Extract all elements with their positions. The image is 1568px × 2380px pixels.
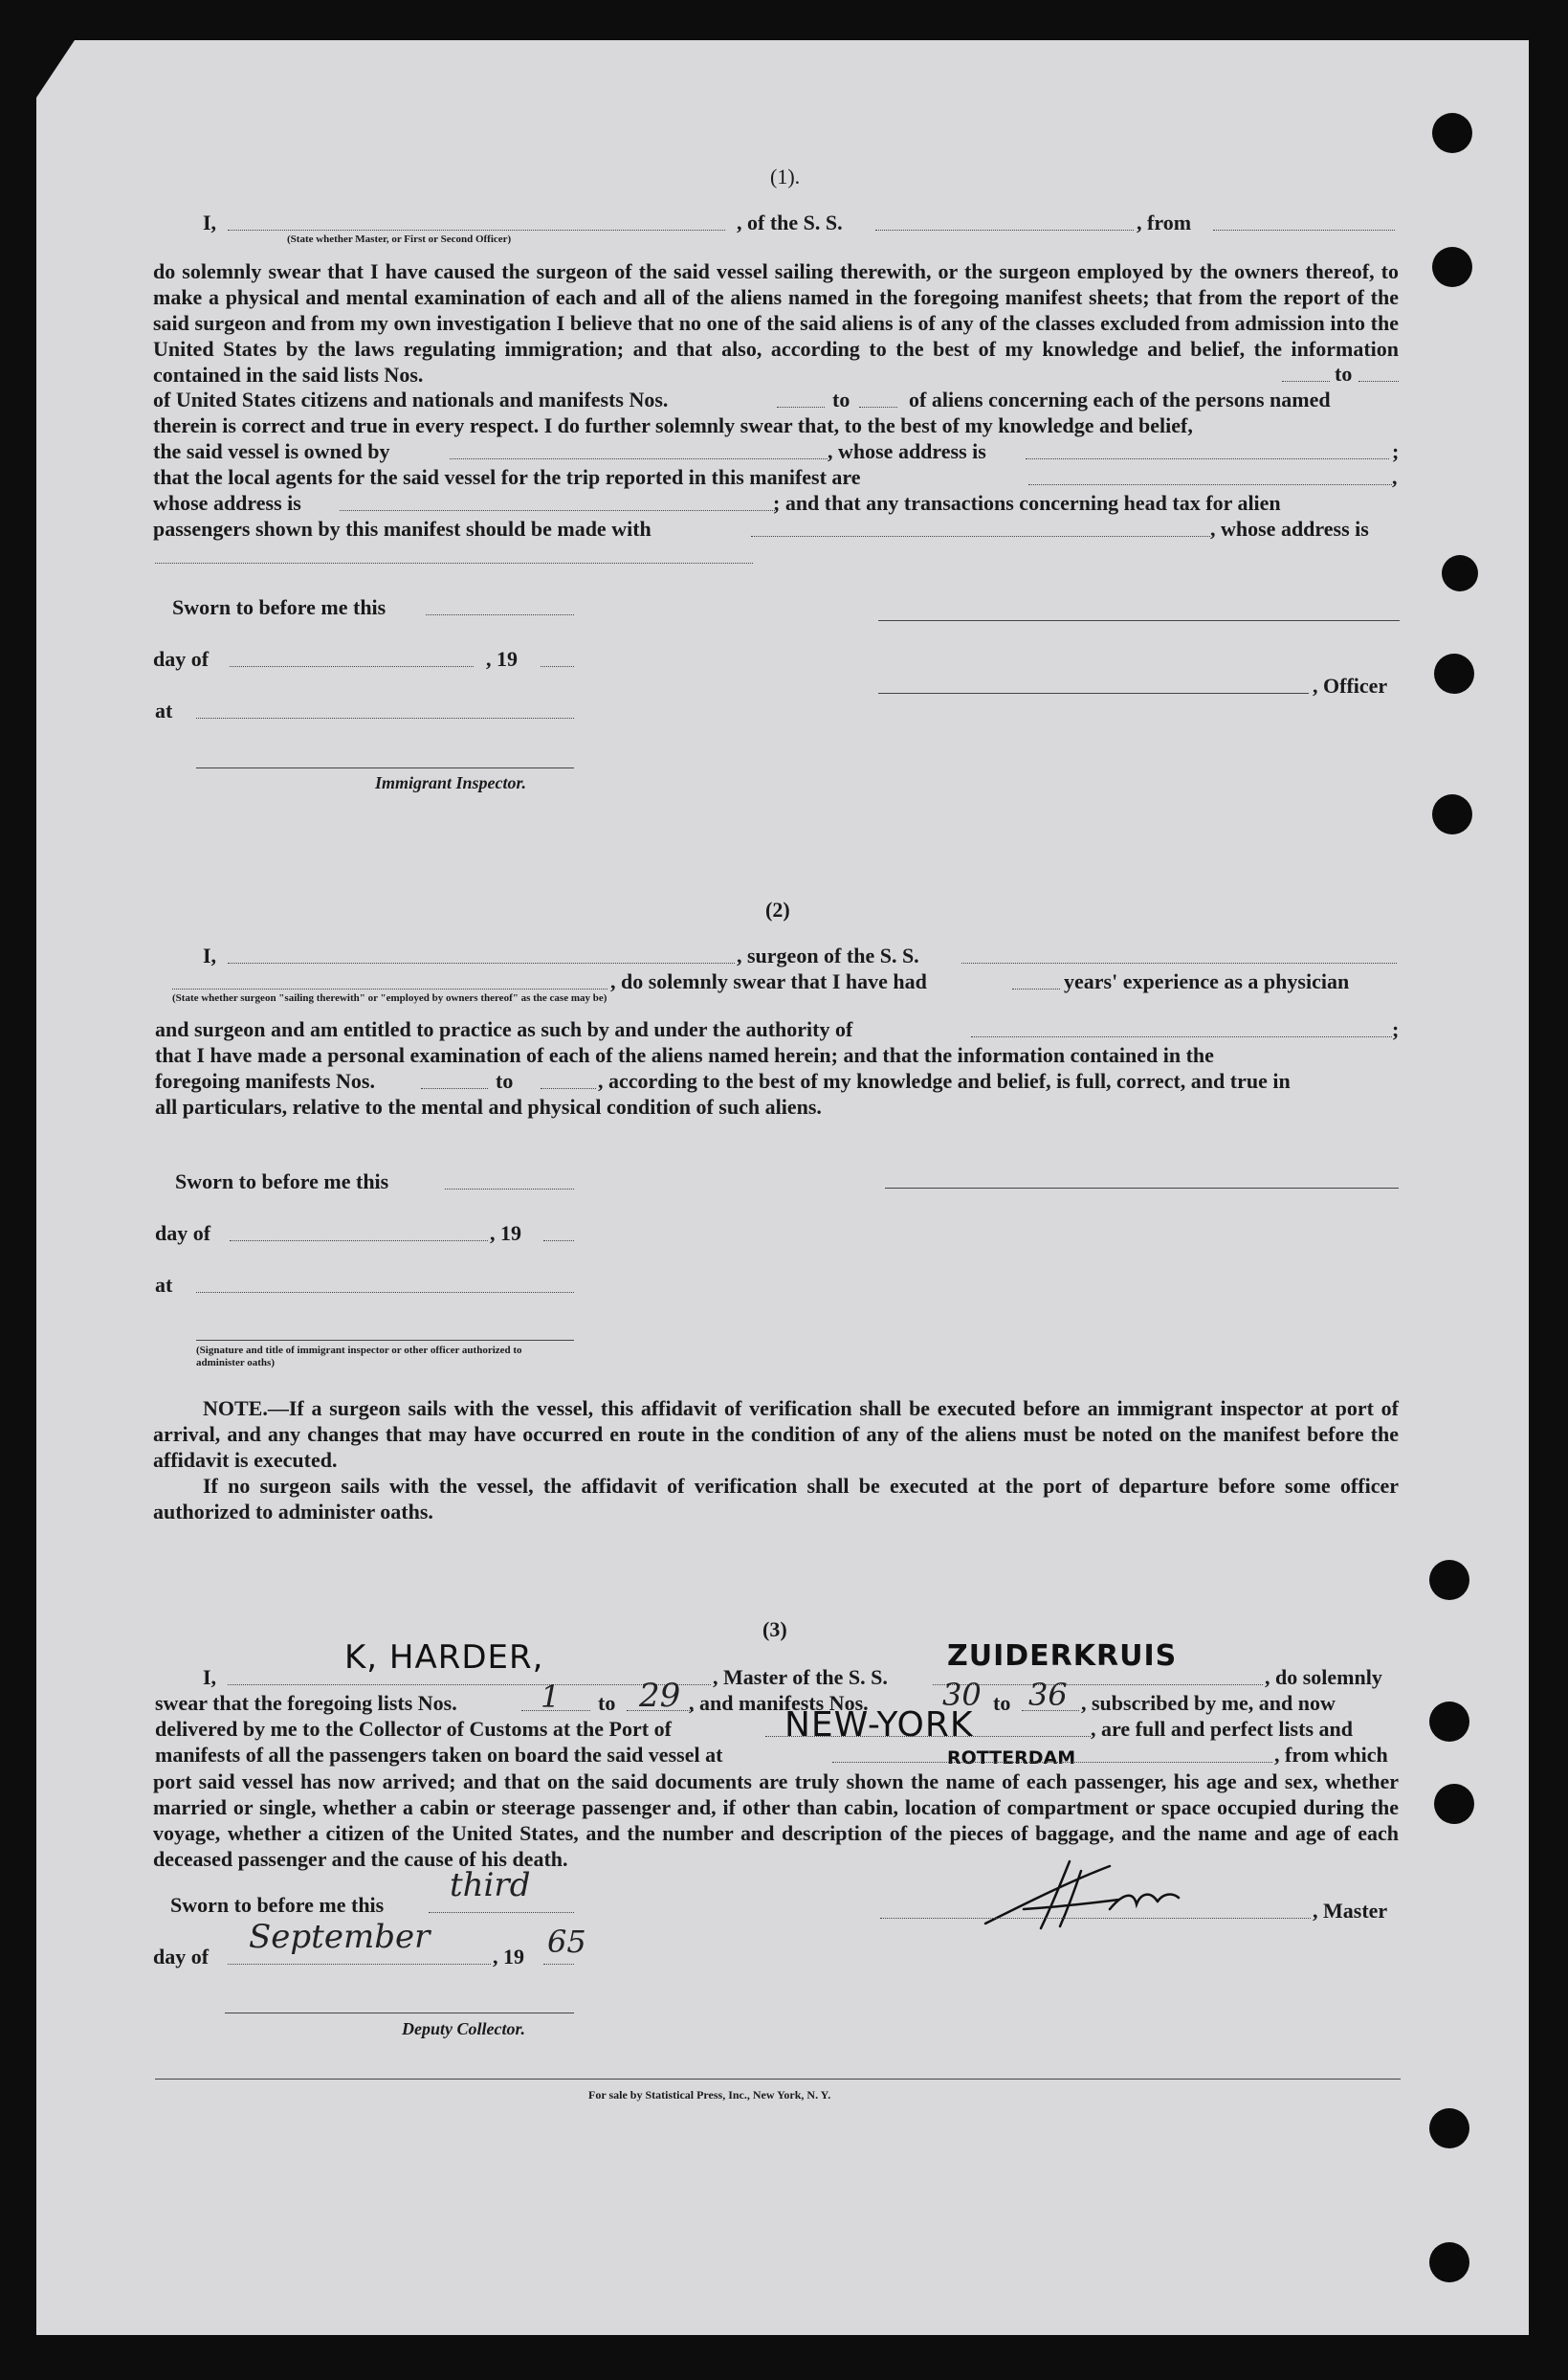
punch-hole <box>1434 1784 1474 1824</box>
master-of-label: , Master of the S. S. <box>713 1665 888 1689</box>
vessel-name-field[interactable] <box>875 230 1134 231</box>
list-to-field[interactable] <box>1358 381 1399 382</box>
years-label: years' experience as a physician <box>1064 969 1350 993</box>
section-number: (3) <box>762 1617 787 1641</box>
master-signature <box>966 1852 1186 1938</box>
note-text: NOTE.—If a surgeon sails with the vessel, this affidavit of verification shall be executed before an immigrant inspector at port of arrival, and any changes that may have occurred en route in the condition of any of the aliens must be noted on the manifest before the affidavit is executed. <box>153 1396 1399 1472</box>
list-from-field[interactable] <box>521 1710 590 1711</box>
oath-pronoun: I, <box>203 211 217 234</box>
and-manifests-label: , and manifests Nos. <box>689 1691 869 1715</box>
do-solemnly-label: , do solemnly <box>1265 1665 1382 1689</box>
section1-oath-text: do solemnly swear that I have caused the surgeon of the said vessel sailing therewith, or the surgeon employed by the owners thereof, to make a physical and mental examination of each and all of the aliens named in the foregoing manifest sheets; that from the report of the said surgeon and from my own investigation I believe that no one of the said aliens is of any of the classes excluded from admission into the United States by the laws regulating immigration; and that also, according to the best of my knowledge and belief, the information contained in the said lists Nos. <box>153 259 1399 387</box>
arrival-port-field[interactable] <box>765 1736 1091 1737</box>
master-name: K, HARDER, <box>344 1638 544 1677</box>
at-label: at <box>155 1273 173 1297</box>
aliens-label: of aliens concerning each of the persons named <box>909 388 1331 411</box>
section1-text-2: therein is correct and true in every respect. I do further solemnly swear that, to the best of my knowledge and belief, <box>153 413 1193 437</box>
list-to-value: 29 <box>639 1677 681 1715</box>
swear-label: swear that the foregoing lists Nos. <box>155 1691 457 1715</box>
years-field[interactable] <box>1012 989 1060 990</box>
year-field[interactable] <box>543 1964 574 1965</box>
head-tax-label: ; and that any transactions concerning head tax for alien <box>773 491 1281 515</box>
comma: , <box>1392 465 1398 489</box>
at-label: at <box>155 699 173 723</box>
manifest-to-value: 36 <box>1028 1677 1068 1713</box>
label-to: to <box>993 1691 1011 1715</box>
year-value: 65 <box>547 1924 586 1960</box>
master-label: , Master <box>1313 1899 1388 1923</box>
surgeon-signature-line[interactable] <box>885 1188 1399 1189</box>
whose-address-label: , whose address is <box>1210 517 1369 541</box>
particulars-label: all particulars, relative to the mental and physical condition of such aliens. <box>155 1095 822 1119</box>
according-label: , according to the best of my knowledge and belief, is full, correct, and true in <box>598 1069 1291 1093</box>
manifest-to-field[interactable] <box>541 1088 596 1089</box>
sworn-label: Sworn to before me this <box>170 1893 385 1917</box>
day-of-label: day of <box>153 647 210 671</box>
month-value: September <box>249 1918 431 1956</box>
place-field[interactable] <box>196 1292 574 1293</box>
oath-pronoun: I, <box>203 1665 217 1689</box>
master-signature-line[interactable] <box>880 1918 1311 1919</box>
owned-by-label: the said vessel is owned by <box>153 439 390 463</box>
passengers-label: passengers shown by this manifest should be made with <box>153 517 651 541</box>
inspector-signature-line[interactable] <box>196 767 574 768</box>
sworn-label: Sworn to before me this <box>172 595 386 619</box>
manifest-to-field[interactable] <box>859 407 897 408</box>
punch-hole <box>1442 555 1478 591</box>
local-agents-field[interactable] <box>1028 484 1392 485</box>
head-tax-address-field[interactable] <box>155 563 753 564</box>
head-tax-party-field[interactable] <box>751 536 1210 537</box>
day-of-label: day of <box>155 1221 211 1245</box>
label-to: to <box>496 1069 514 1093</box>
full-label: , are full and perfect lists and <box>1091 1717 1353 1741</box>
footer-divider <box>155 2079 1401 2080</box>
month-field[interactable] <box>230 666 474 667</box>
punch-hole <box>1429 1702 1469 1742</box>
semicolon: ; <box>1392 439 1400 463</box>
punch-hole <box>1429 1560 1469 1600</box>
oath-pronoun: I, <box>203 944 217 968</box>
label-of-ss: , of the S. S. <box>737 211 843 234</box>
list-from-field[interactable] <box>1282 381 1330 382</box>
solemnly-label: , do solemnly swear that I have had <box>610 969 927 993</box>
surgeon-status-field[interactable] <box>172 989 607 990</box>
manifests-of-label: manifests of all the passengers taken on board the said vessel at <box>155 1743 723 1767</box>
place-field[interactable] <box>196 718 574 719</box>
year-label: , 19 <box>490 1221 521 1245</box>
punch-hole <box>1432 794 1472 834</box>
footer-imprint: For sale by Statistical Press, Inc., New York, N. Y. <box>588 2088 831 2102</box>
section2-text: that I have made a personal examination of each of the aliens named herein; and that the information contained in the <box>155 1043 1214 1067</box>
officer-signature-line[interactable] <box>878 620 1400 621</box>
year-label: , 19 <box>493 1945 524 1969</box>
inspector-label: Immigrant Inspector. <box>375 773 527 792</box>
inspector-signature-line[interactable] <box>196 1340 574 1341</box>
sworn-day-value: third <box>450 1866 531 1904</box>
surgeon-name-field[interactable] <box>228 963 735 964</box>
label-to: to <box>1335 362 1353 386</box>
year-field[interactable] <box>543 1240 574 1241</box>
note-text-2: If no surgeon sails with the vessel, the affidavit of verification shall be executed at the port of departure before some officer authorized to administer oaths. <box>153 1474 1399 1524</box>
year-field[interactable] <box>541 666 574 667</box>
month-field[interactable] <box>230 1240 488 1241</box>
officer-name-field[interactable] <box>228 230 725 231</box>
surgeon-of-label: , surgeon of the S. S. <box>737 944 919 968</box>
month-field[interactable] <box>228 1964 491 1965</box>
punch-hole <box>1432 113 1472 153</box>
from-which-label: , from which <box>1274 1743 1388 1767</box>
agent-address-field[interactable] <box>340 510 775 511</box>
punch-hole <box>1429 2242 1469 2282</box>
sworn-day-field[interactable] <box>445 1189 574 1190</box>
arrival-port: NEW-YORK <box>784 1705 974 1745</box>
whose-address-label: whose address is <box>153 491 301 515</box>
manifest-to-field[interactable] <box>1022 1710 1079 1711</box>
authority-field[interactable] <box>971 1036 1392 1037</box>
manifest-from-field[interactable] <box>421 1088 488 1089</box>
subscribed-label: , subscribed by me, and now <box>1081 1691 1336 1715</box>
departure-port: ROTTERDAM <box>947 1747 1076 1768</box>
semicolon: ; <box>1392 1017 1400 1041</box>
officer-label: , Officer <box>1313 674 1388 698</box>
label-to: to <box>598 1691 616 1715</box>
manifest-from-field[interactable] <box>777 407 825 408</box>
year-label: , 19 <box>486 647 518 671</box>
punch-hole <box>1432 247 1472 287</box>
surgeon-vessel-field[interactable] <box>961 963 1397 964</box>
local-agents-label: that the local agents for the said vessel for the trip reported in this manifest are <box>153 465 861 489</box>
whose-address-label: , whose address is <box>828 439 986 463</box>
officer-title-line[interactable] <box>878 693 1309 694</box>
section-number: (2) <box>765 898 790 922</box>
day-of-label: day of <box>153 1945 210 1969</box>
delivered-label: delivered by me to the Collector of Customs at the Port of <box>155 1717 672 1741</box>
label-to: to <box>832 388 850 411</box>
manifests-label: foregoing manifests Nos. <box>155 1069 375 1093</box>
ship-name: ZUIDERKRUIS <box>947 1639 1178 1673</box>
deputy-label: Deputy Collector. <box>402 2019 525 2038</box>
owner-address-field[interactable] <box>1026 458 1389 459</box>
sworn-day-field[interactable] <box>426 614 574 615</box>
punch-hole <box>1429 2108 1469 2148</box>
surgeon-status-note: (State whether surgeon "sailing therewith" or "employed by owners thereof" as the case may be) <box>172 992 607 1004</box>
authority-label: and surgeon and am entitled to practice as such by and under the authority of <box>155 1017 853 1041</box>
sworn-day-field[interactable] <box>429 1912 574 1913</box>
sworn-label: Sworn to before me this <box>175 1169 389 1193</box>
ship-name-field[interactable] <box>933 1684 1263 1685</box>
label-from: , from <box>1137 211 1192 234</box>
departure-port-field[interactable] <box>832 1762 1272 1763</box>
owner-field[interactable] <box>450 458 828 459</box>
officer-title-note: (State whether Master, or First or Second Officer) <box>287 234 512 245</box>
list-from-value: 1 <box>541 1679 561 1715</box>
manifest-from-value: 30 <box>942 1677 982 1713</box>
us-citizens-label: of United States citizens and nationals and manifests Nos. <box>153 388 669 411</box>
signature-note: (Signature and title of immigrant inspector or other officer authorized to administer oaths) <box>196 1345 522 1368</box>
punch-hole <box>1434 654 1474 694</box>
section-number: (1). <box>770 165 801 189</box>
list-to-field[interactable] <box>627 1710 694 1711</box>
section3-oath-text: port said vessel has now arrived; and that on the said documents are truly shown the name of each passenger, his age and sex, whether married or single, whether a cabin or steerage passenger and, if other than cabin, location of compartment or space occupied during the voyage, whether a citizen of the United States, and the number and description of the pieces of baggage, and the name and age of each deceased passenger and the cause of his death. <box>153 1769 1399 1871</box>
from-port-field[interactable] <box>1213 230 1395 231</box>
